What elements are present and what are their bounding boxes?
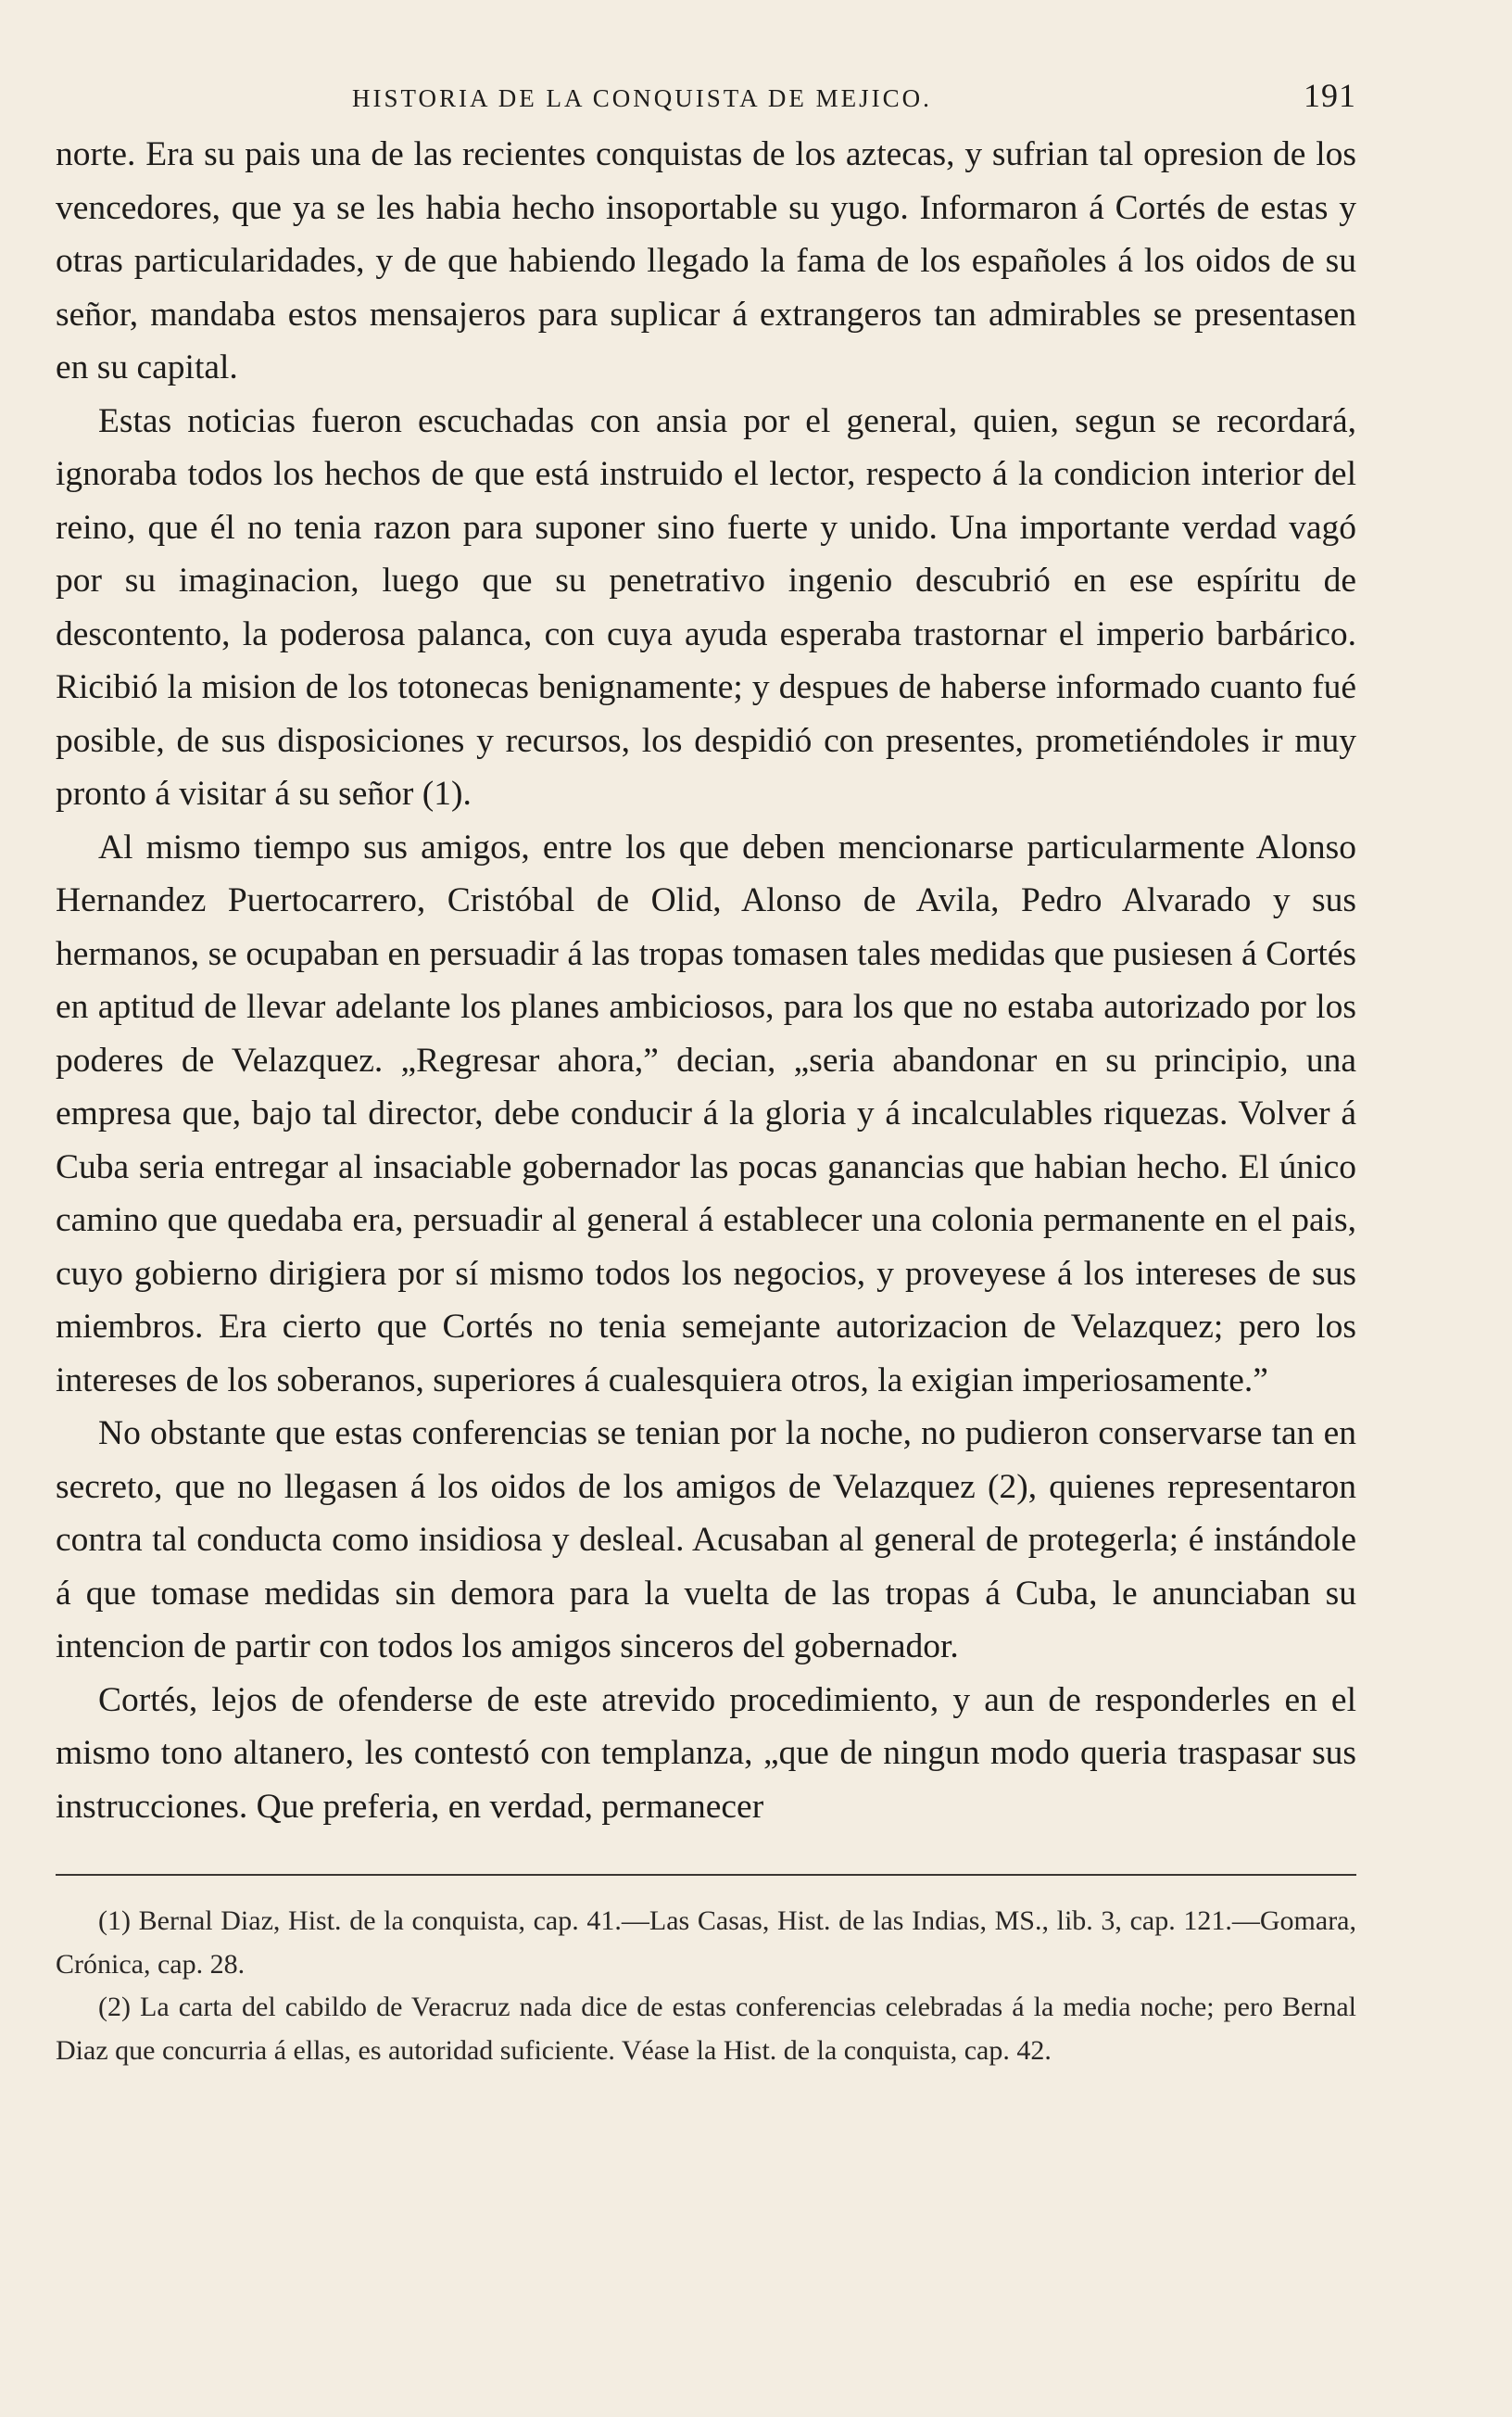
body-text (56, 128, 1356, 1833)
footnote: (1) Bernal Diaz, Hist. de la conquista, cap. 41.—Las Casas, Hist. de las Indias, MS., lib. 3, cap. 121.—Gomara, Crónica, cap. 28. (56, 1905, 1356, 1980)
paragraph: Estas noticias fueron escuchadas con ansia por el general, quien, segun se recordará, ignoraba todos los hechos de que está instruido el lector, respecto á la condicion interior del reino, que él no tenia razon para suponer sino fuerte y unido. Una importante verdad vagó por su imaginacion, luego que su penetrativo ingenio descubrió en ese espíritu de descontento, la poderosa palanca, con cuya ayuda esperaba trastornar el imperio barbárico. Ricibió la mision de los totonecas benignamente; y despues de haberse informado cuanto fué posible, de sus disposiciones y recursos, los despidió con presentes, prometiéndoles ir muy pronto á visitar á su señor (1). (56, 401, 1356, 813)
footnotes (56, 1900, 1356, 2072)
paragraph: No obstante que estas conferencias se tenian por la noche, no pudieron conservarse tan en secreto, que no llegasen á los oidos de los amigos de Velazquez (2), quienes representaron contra tal conducta como insidiosa y desleal. Acusaban al general de protegerla; é instándole á que tomase medidas sin demora para la vuelta de las tropas á Cuba, le anunciaban su intencion de partir con todos los amigos sinceros del gobernador. (56, 1414, 1356, 1665)
paragraph: Al mismo tiempo sus amigos, entre los que deben mencionarse particularmente Alonso Hernandez Puertocarrero, Cristóbal de Olid, Alonso de Avila, Pedro Alvarado y sus hermanos, se ocupaban en persuadir á las tropas tomasen tales medidas que pusiesen á Cortés en aptitud de llevar adelante los planes ambiciosos, para los que no estaba autorizado por los poderes de Velazquez. „Regresar ahora,” decian, „seria abandonar en su principio, una empresa que, bajo tal director, debe conducir á la gloria y á incalculables riquezas. Volver á Cuba seria entregar al insaciable gobernador las pocas ganancias que habian hecho. El único camino que quedaba era, persuadir al general á establecer una colonia permanente en el pais, cuyo gobierno dirigiera por sí mismo todos los negocios, y proveyese á los intereses de sus miembros. Era cierto que Cortés no tenia semejante autorizacion de Velazquez; pero los intereses de los soberanos, superiores á cualesquiera otros, la exigian imperiosamente.” (56, 828, 1356, 1399)
running-head-title: HISTORIA DE LA CONQUISTA DE MEJICO. (352, 84, 932, 112)
footnote-divider (56, 1874, 1356, 1876)
page-number: 191 (1304, 77, 1356, 114)
paragraph: Cortés, lejos de ofenderse de este atrevido procedimiento, y aun de responderles en el mismo tono altanero, les contestó con templanza, „que de ningun modo queria traspasar sus instrucciones. Que preferia, en verdad, permanecer (56, 1680, 1356, 1826)
paragraph: norte. Era su pais una de las recientes conquistas de los aztecas, y sufrian tal opresion de los vencedores, que ya se les habia hecho insoportable su yugo. Informaron á Cortés de estas y otras particularidades, y de que habiendo llegado la fama de los españoles á los oidos de su señor, mandaba estos mensajeros para suplicar á extrangeros tan admirables se presentasen en su capital. (56, 135, 1356, 386)
footnote: (2) La carta del cabildo de Veracruz nada dice de estas conferencias celebradas á la media noche; pero Bernal Diaz que concurria á ellas, es autoridad suficiente. Véase la Hist. de la conquista, cap. 42. (56, 1992, 1356, 2066)
running-head (56, 76, 1356, 115)
